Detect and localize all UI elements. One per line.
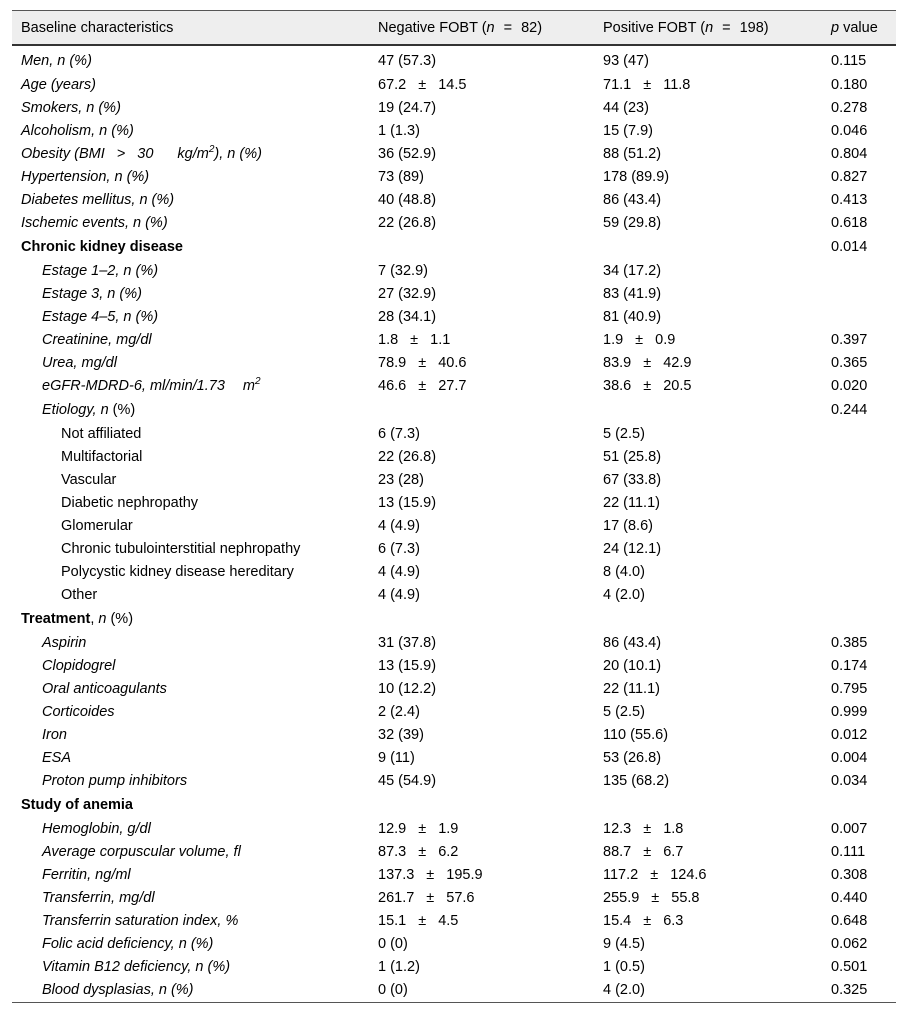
row-label: Folic acid deficiency, n (%) <box>42 935 214 952</box>
p-value: 0.046 <box>831 122 868 139</box>
negative-value: 6 (7.3) <box>378 540 420 557</box>
row-label: Clopidogrel <box>42 657 116 674</box>
positive-value: 4 (2.0) <box>594 978 822 1003</box>
negative-value: 0 (0) <box>378 935 408 952</box>
p-value: 0.014 <box>831 238 868 255</box>
row-label: Diabetes mellitus, n (%) <box>21 191 175 208</box>
baseline-table-container <box>12 10 896 1003</box>
header-negative-fobt: Negative FOBT (n = 82) <box>369 11 594 46</box>
table-row <box>12 955 896 978</box>
positive-value: 5 (2.5) <box>603 425 645 442</box>
p-value: 0.827 <box>831 168 868 185</box>
table-row <box>12 583 896 606</box>
section-label: Treatment, n (%) <box>21 610 134 627</box>
row-label: Average corpuscular volume, fl <box>42 843 241 860</box>
positive-value: 22 (11.1) <box>603 680 660 697</box>
row-label: Men, n (%) <box>21 52 92 69</box>
positive-value: 86 (43.4) <box>603 191 662 208</box>
negative-value: 4 (4.9) <box>378 563 420 580</box>
table-row <box>12 422 896 445</box>
positive-value: 83.9 ± 42.9 <box>603 354 692 371</box>
table-row <box>12 142 896 165</box>
positive-value: 20 (10.1) <box>603 657 662 674</box>
negative-value: 36 (52.9) <box>378 145 437 162</box>
row-label: Estage 3, n (%) <box>42 285 142 302</box>
p-value: 0.244 <box>831 401 868 418</box>
table-row <box>12 397 896 422</box>
table-row <box>12 491 896 514</box>
table-row <box>12 677 896 700</box>
row-label: Oral anticoagulants <box>42 680 167 697</box>
p-value: 0.804 <box>831 145 868 162</box>
row-label: Iron <box>42 726 67 743</box>
table-row <box>12 165 896 188</box>
positive-value: 88.7 ± 6.7 <box>603 843 684 860</box>
table-row <box>12 73 896 96</box>
table-row <box>12 374 896 397</box>
table-row <box>12 514 896 537</box>
table-row <box>12 746 896 769</box>
positive-value: 1.9 ± 0.9 <box>603 331 676 348</box>
table-row <box>12 700 896 723</box>
positive-value: 88 (51.2) <box>603 145 662 162</box>
positive-value: 24 (12.1) <box>603 540 662 557</box>
positive-value: 67 (33.8) <box>603 471 662 488</box>
p-value: 0.648 <box>831 912 868 929</box>
positive-value: 34 (17.2) <box>603 262 662 279</box>
table-row <box>12 328 896 351</box>
p-value: 0.062 <box>831 935 868 952</box>
p-value: 0.501 <box>831 958 868 975</box>
row-label: Smokers, n (%) <box>21 99 121 116</box>
positive-value: 17 (8.6) <box>603 517 653 534</box>
positive-value: 81 (40.9) <box>603 308 662 325</box>
row-label: Age (years) <box>21 76 96 93</box>
p-value: 0.308 <box>831 866 868 883</box>
table-row <box>12 723 896 746</box>
p-value: 0.325 <box>822 978 896 1003</box>
p-value: 0.618 <box>831 214 868 231</box>
row-label: Transferrin saturation index, % <box>42 912 239 929</box>
row-label: Vascular <box>61 471 117 488</box>
p-value: 0.385 <box>831 634 868 651</box>
positive-value: 15 (7.9) <box>603 122 653 139</box>
positive-value: 4 (2.0) <box>603 586 645 603</box>
table-row <box>12 445 896 468</box>
p-value: 0.020 <box>831 377 868 394</box>
p-value: 0.004 <box>831 749 868 766</box>
row-label: Hemoglobin, g/dl <box>42 820 151 837</box>
table-row <box>12 119 896 142</box>
negative-value: 0 (0) <box>369 978 594 1003</box>
row-label: Ferritin, ng/ml <box>42 866 131 883</box>
positive-value: 15.4 ± 6.3 <box>603 912 684 929</box>
negative-value: 13 (15.9) <box>378 494 437 511</box>
row-label: Chronic tubulointerstitial nephropathy <box>61 540 301 557</box>
row-label: Vitamin B12 deficiency, n (%) <box>42 958 231 975</box>
positive-value: 38.6 ± 20.5 <box>603 377 692 394</box>
positive-value: 53 (26.8) <box>603 749 662 766</box>
p-value: 0.365 <box>831 354 868 371</box>
table-row <box>12 282 896 305</box>
positive-value: 255.9 ± 55.8 <box>603 889 700 906</box>
negative-value: 87.3 ± 6.2 <box>378 843 459 860</box>
positive-value: 9 (4.5) <box>603 935 645 952</box>
negative-value: 40 (48.8) <box>378 191 437 208</box>
table-row <box>12 631 896 654</box>
negative-value: 1 (1.2) <box>378 958 420 975</box>
row-label: Aspirin <box>42 634 87 651</box>
negative-value: 78.9 ± 40.6 <box>378 354 467 371</box>
table-row <box>12 259 896 282</box>
row-label: Multifactorial <box>61 448 143 465</box>
row-label: Etiology, n (%) <box>42 401 136 418</box>
header-baseline-characteristics: Baseline characteristics <box>12 11 369 46</box>
negative-value: 10 (12.2) <box>378 680 437 697</box>
row-label: Polycystic kidney disease hereditary <box>61 563 294 580</box>
p-value: 0.180 <box>831 76 868 93</box>
negative-value: 19 (24.7) <box>378 99 437 116</box>
table-row <box>12 45 896 73</box>
positive-value: 135 (68.2) <box>603 772 670 789</box>
negative-value: 32 (39) <box>378 726 424 743</box>
row-label: Other <box>61 586 98 603</box>
p-value: 0.174 <box>831 657 868 674</box>
row-label: Creatinine, mg/dl <box>42 331 152 348</box>
table-row <box>12 468 896 491</box>
row-label: Diabetic nephropathy <box>61 494 199 511</box>
p-value: 0.440 <box>831 889 868 906</box>
negative-value: 47 (57.3) <box>378 52 437 69</box>
p-value: 0.795 <box>831 680 868 697</box>
p-value: 0.999 <box>831 703 868 720</box>
section-row-treatment <box>12 606 896 631</box>
row-label: Estage 4–5, n (%) <box>42 308 159 325</box>
positive-value: 12.3 ± 1.8 <box>603 820 684 837</box>
row-label: Estage 1–2, n (%) <box>42 262 159 279</box>
p-value: 0.413 <box>831 191 868 208</box>
positive-value: 5 (2.5) <box>603 703 645 720</box>
negative-value: 137.3 ± 195.9 <box>378 866 483 883</box>
positive-value: 86 (43.4) <box>603 634 662 651</box>
negative-value: 1 (1.3) <box>378 122 420 139</box>
negative-value: 31 (37.8) <box>378 634 437 651</box>
negative-value: 22 (26.8) <box>378 448 437 465</box>
negative-value: 4 (4.9) <box>378 586 420 603</box>
negative-value: 6 (7.3) <box>378 425 420 442</box>
negative-value: 46.6 ± 27.7 <box>378 377 467 394</box>
row-label: Hypertension, n (%) <box>21 168 150 185</box>
row-label: Proton pump inhibitors <box>42 772 188 789</box>
negative-value: 22 (26.8) <box>378 214 437 231</box>
negative-value: 1.8 ± 1.1 <box>378 331 451 348</box>
table-row <box>12 351 896 374</box>
table-header-row <box>12 11 896 46</box>
table-row <box>12 863 896 886</box>
table-row <box>12 817 896 840</box>
negative-value: 23 (28) <box>378 471 424 488</box>
p-value: 0.007 <box>831 820 868 837</box>
row-label: Alcoholism, n (%) <box>21 122 134 139</box>
p-value: 0.034 <box>831 772 868 789</box>
positive-value: 117.2 ± 124.6 <box>603 866 707 883</box>
positive-value: 93 (47) <box>603 52 649 69</box>
table-row <box>12 537 896 560</box>
table-row <box>12 978 896 1003</box>
positive-value: 51 (25.8) <box>603 448 662 465</box>
negative-value: 28 (34.1) <box>378 308 437 325</box>
p-value: 0.012 <box>831 726 868 743</box>
table-row <box>12 96 896 119</box>
table-row <box>12 188 896 211</box>
p-value: 0.397 <box>831 331 868 348</box>
table-row <box>12 769 896 792</box>
positive-value: 8 (4.0) <box>603 563 645 580</box>
table-row <box>12 305 896 328</box>
positive-value: 44 (23) <box>603 99 649 116</box>
header-positive-fobt: Positive FOBT (n = 198) <box>594 11 822 46</box>
row-label: Glomerular <box>61 517 133 534</box>
positive-value: 1 (0.5) <box>603 958 645 975</box>
row-label: eGFR-MDRD-6, ml/min/1.73 $m^2$ <box>42 375 261 394</box>
positive-value: 110 (55.6) <box>603 726 669 743</box>
negative-value: 9 (11) <box>378 749 415 766</box>
negative-value: 67.2 ± 14.5 <box>378 76 467 93</box>
negative-value: 261.7 ± 57.6 <box>378 889 475 906</box>
row-label: Transferrin, mg/dl <box>42 889 155 906</box>
negative-value: 73 (89) <box>378 168 424 185</box>
negative-value: 7 (32.9) <box>378 262 428 279</box>
p-value: 0.111 <box>831 843 866 860</box>
positive-value: 178 (89.9) <box>603 168 670 185</box>
negative-value: 2 (2.4) <box>378 703 420 720</box>
row-label: Urea, mg/dl <box>42 354 117 371</box>
negative-value: 15.1 ± 4.5 <box>378 912 459 929</box>
row-label: Ischemic events, n (%) <box>21 214 168 231</box>
p-value: 0.278 <box>831 99 868 116</box>
table-row <box>12 654 896 677</box>
table-row <box>12 560 896 583</box>
negative-value: 27 (32.9) <box>378 285 437 302</box>
section-row-ckd <box>12 234 896 259</box>
row-label: Not affiliated <box>61 425 142 442</box>
table-row <box>12 886 896 909</box>
positive-value: 59 (29.8) <box>603 214 662 231</box>
negative-value: 13 (15.9) <box>378 657 437 674</box>
positive-value: 83 (41.9) <box>603 285 662 302</box>
positive-value: 71.1 ± 11.8 <box>603 76 691 93</box>
negative-value: 12.9 ± 1.9 <box>378 820 459 837</box>
table-row <box>12 840 896 863</box>
negative-value: 45 (54.9) <box>378 772 437 789</box>
row-label: ESA <box>42 749 72 766</box>
p-value: 0.115 <box>831 52 867 69</box>
section-label: Chronic kidney disease <box>21 238 183 255</box>
table-row <box>12 932 896 955</box>
section-row-anemia <box>12 792 896 817</box>
header-p-value: p value <box>822 11 896 46</box>
table-row <box>12 909 896 932</box>
baseline-characteristics-table <box>12 10 896 1003</box>
row-label: Blood dysplasias, n (%) <box>12 978 369 1003</box>
table-row <box>12 211 896 234</box>
row-label: Obesity (BMI > 30 $kg/m^2$), n (%) <box>21 143 262 162</box>
positive-value: 22 (11.1) <box>603 494 660 511</box>
section-label: Study of anemia <box>21 796 133 813</box>
row-label: Corticoides <box>42 703 115 720</box>
negative-value: 4 (4.9) <box>378 517 420 534</box>
